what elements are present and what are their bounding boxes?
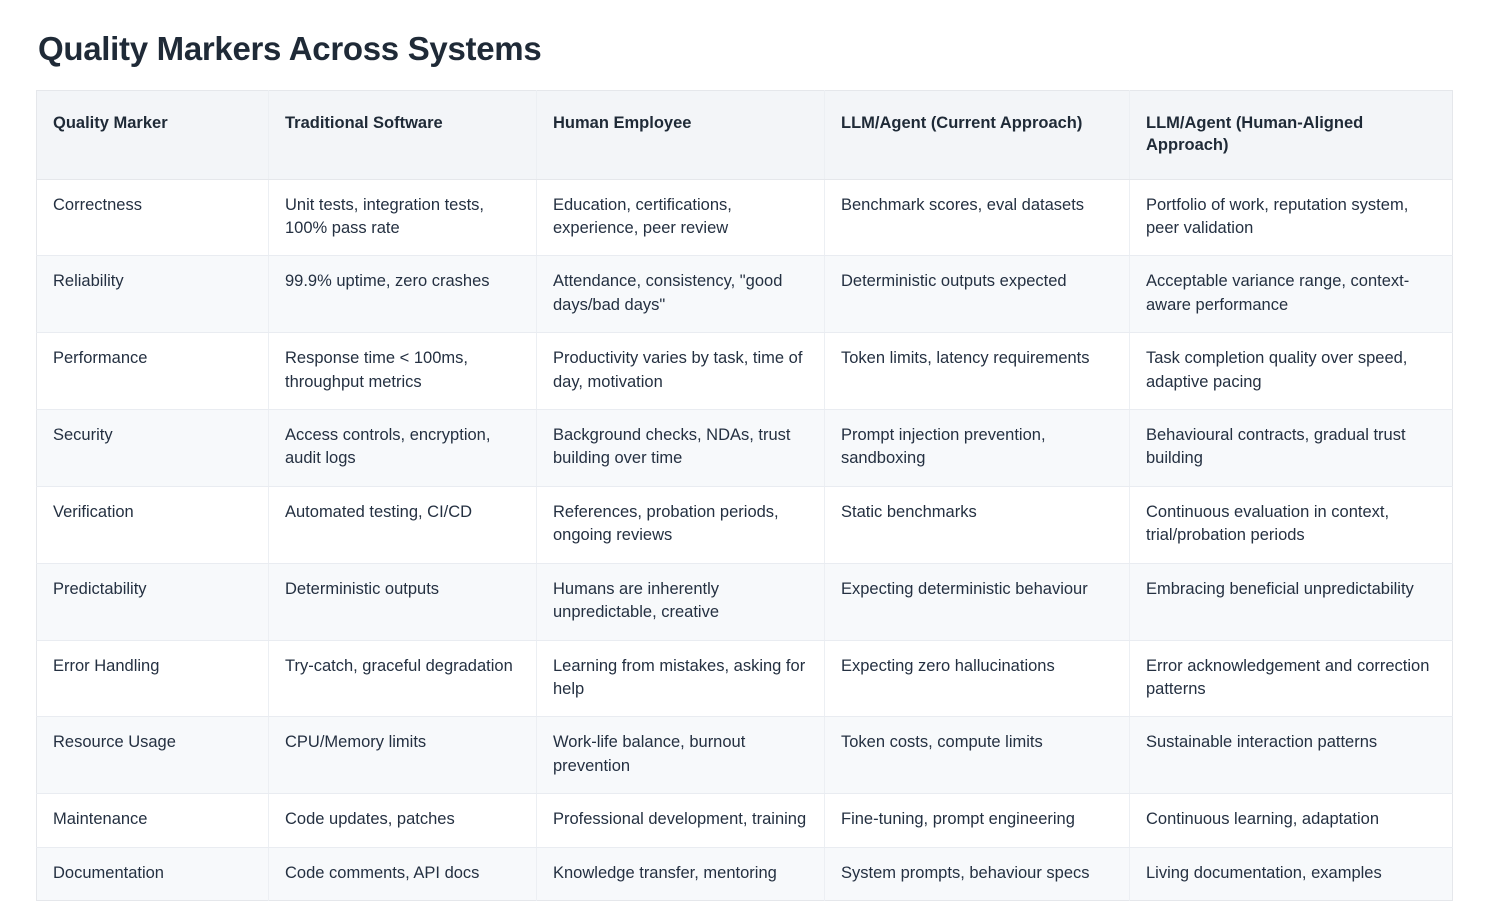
table-row: [37, 333, 1453, 410]
cell-traditional-software: Automated testing, CI/CD: [269, 486, 537, 563]
cell-llm-current: Token limits, latency requirements: [825, 333, 1130, 410]
cell-traditional-software: Code comments, API docs: [269, 847, 537, 900]
table-header: [37, 91, 1453, 180]
cell-traditional-software: Deterministic outputs: [269, 563, 537, 640]
cell-llm-current: Expecting zero hallucinations: [825, 640, 1130, 717]
cell-traditional-software: Response time < 100ms, throughput metrics: [269, 333, 537, 410]
cell-human-employee: Productivity varies by task, time of day, motivation: [537, 333, 825, 410]
cell-human-employee: References, probation periods, ongoing reviews: [537, 486, 825, 563]
cell-quality-marker: Reliability: [37, 256, 269, 333]
cell-quality-marker: Performance: [37, 333, 269, 410]
table-body: [37, 179, 1453, 901]
cell-llm-current: Token costs, compute limits: [825, 717, 1130, 794]
table-row: [37, 717, 1453, 794]
cell-llm-human-aligned: Continuous learning, adaptation: [1130, 794, 1453, 847]
cell-quality-marker: Predictability: [37, 563, 269, 640]
cell-traditional-software: Try-catch, graceful degradation: [269, 640, 537, 717]
cell-quality-marker: Documentation: [37, 847, 269, 900]
cell-llm-current: Expecting deterministic behaviour: [825, 563, 1130, 640]
cell-human-employee: Knowledge transfer, mentoring: [537, 847, 825, 900]
cell-llm-human-aligned: Embracing beneficial unpredictability: [1130, 563, 1453, 640]
cell-human-employee: Background checks, NDAs, trust building over time: [537, 410, 825, 487]
quality-markers-table: [36, 90, 1453, 901]
table-row: [37, 640, 1453, 717]
cell-llm-current: Benchmark scores, eval datasets: [825, 179, 1130, 256]
table-row: [37, 410, 1453, 487]
cell-traditional-software: Code updates, patches: [269, 794, 537, 847]
cell-traditional-software: CPU/Memory limits: [269, 717, 537, 794]
cell-llm-current: Fine-tuning, prompt engineering: [825, 794, 1130, 847]
cell-human-employee: Attendance, consistency, "good days/bad days": [537, 256, 825, 333]
cell-traditional-software: Unit tests, integration tests, 100% pass rate: [269, 179, 537, 256]
cell-llm-human-aligned: Behavioural contracts, gradual trust building: [1130, 410, 1453, 487]
table-header-row: [37, 91, 1453, 180]
cell-human-employee: Education, certifications, experience, peer review: [537, 179, 825, 256]
table-row: [37, 563, 1453, 640]
table-row: [37, 256, 1453, 333]
cell-quality-marker: Correctness: [37, 179, 269, 256]
table-row: [37, 847, 1453, 900]
table-row: [37, 179, 1453, 256]
column-header-quality-marker: Quality Marker: [37, 91, 269, 180]
column-header-traditional-software: Traditional Software: [269, 91, 537, 180]
cell-human-employee: Professional development, training: [537, 794, 825, 847]
cell-quality-marker: Error Handling: [37, 640, 269, 717]
cell-quality-marker: Maintenance: [37, 794, 269, 847]
cell-llm-current: Deterministic outputs expected: [825, 256, 1130, 333]
cell-llm-current: Static benchmarks: [825, 486, 1130, 563]
cell-quality-marker: Security: [37, 410, 269, 487]
cell-human-employee: Work-life balance, burnout prevention: [537, 717, 825, 794]
cell-llm-current: System prompts, behaviour specs: [825, 847, 1130, 900]
page-title: Quality Markers Across Systems: [38, 30, 542, 67]
cell-llm-human-aligned: Continuous evaluation in context, trial/probation periods: [1130, 486, 1453, 563]
cell-traditional-software: Access controls, encryption, audit logs: [269, 410, 537, 487]
cell-llm-human-aligned: Error acknowledgement and correction patterns: [1130, 640, 1453, 717]
cell-llm-human-aligned: Living documentation, examples: [1130, 847, 1453, 900]
cell-quality-marker: Resource Usage: [37, 717, 269, 794]
cell-human-employee: Learning from mistakes, asking for help: [537, 640, 825, 717]
cell-llm-human-aligned: Task completion quality over speed, adaptive pacing: [1130, 333, 1453, 410]
cell-llm-human-aligned: Acceptable variance range, context-aware performance: [1130, 256, 1453, 333]
cell-traditional-software: 99.9% uptime, zero crashes: [269, 256, 537, 333]
cell-quality-marker: Verification: [37, 486, 269, 563]
column-header-human-employee: Human Employee: [537, 91, 825, 180]
cell-llm-human-aligned: Portfolio of work, reputation system, peer validation: [1130, 179, 1453, 256]
cell-llm-current: Prompt injection prevention, sandboxing: [825, 410, 1130, 487]
column-header-llm-human-aligned: LLM/Agent (Human-Aligned Approach): [1130, 91, 1453, 180]
cell-human-employee: Humans are inherently unpredictable, creative: [537, 563, 825, 640]
cell-llm-human-aligned: Sustainable interaction patterns: [1130, 717, 1453, 794]
table-row: [37, 486, 1453, 563]
table-row: [37, 794, 1453, 847]
column-header-llm-current: LLM/Agent (Current Approach): [825, 91, 1130, 180]
